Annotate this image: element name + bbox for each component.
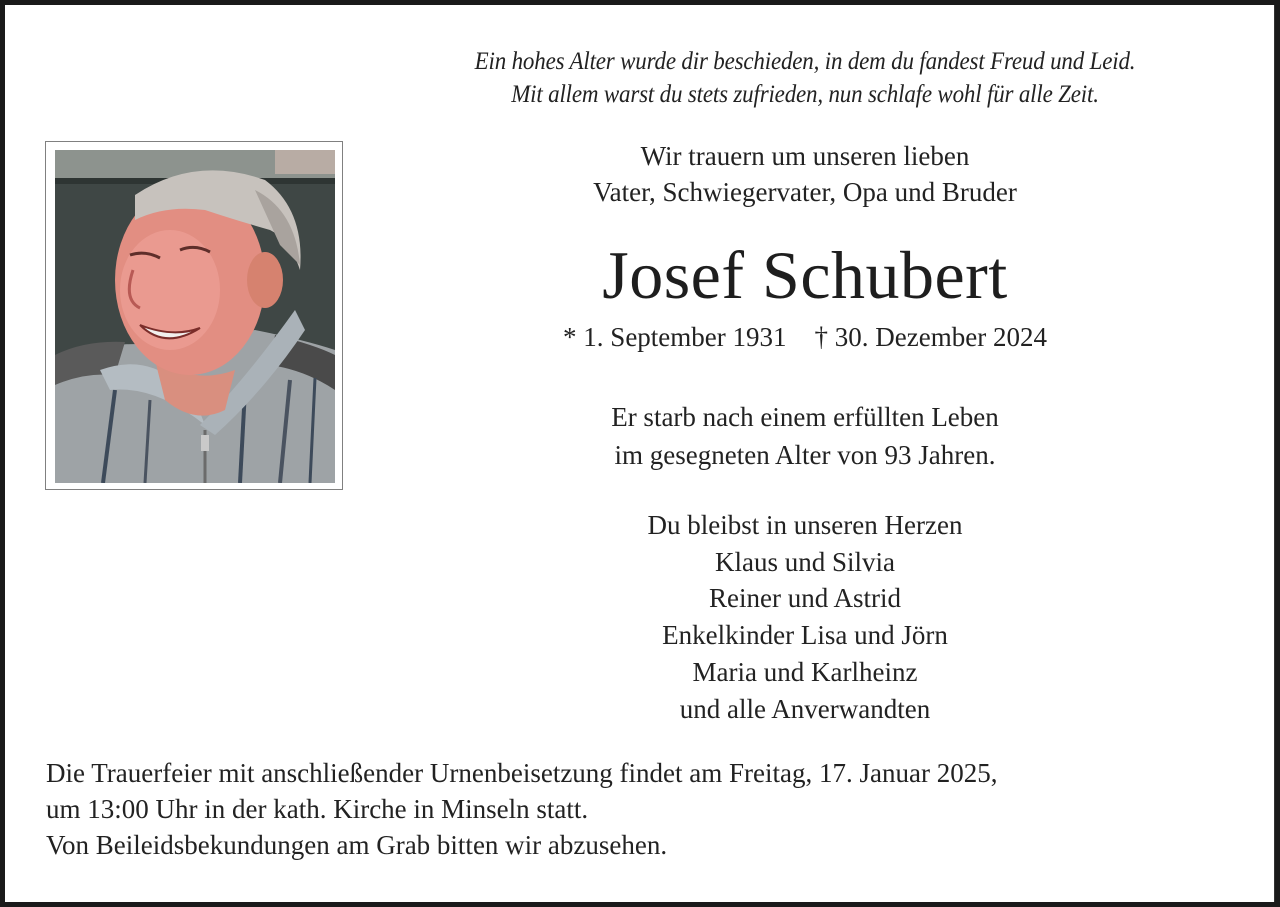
mourners-line: Maria und Karlheinz: [692, 656, 918, 687]
motto-verse: [400, 45, 1210, 111]
portrait-frame: [45, 141, 343, 490]
age-statement: [525, 398, 1085, 474]
notice-line: Von Beileidsbekundungen am Grab bitten wir abzusehen.: [46, 830, 668, 860]
deceased-name: Josef Schubert: [602, 237, 1008, 313]
mourners-line: und alle Anverwandten: [679, 693, 931, 724]
mourners-line: Klaus und Silvia: [715, 546, 895, 577]
motto-line: Ein hohes Alter wurde dir beschieden, in dem du fandest Freud und Leid.: [474, 48, 1136, 75]
mourners-list: [525, 507, 1085, 727]
motto-line: Mit allem warst du stets zufrieden, nun schlafe wohl für alle Zeit.: [511, 81, 1099, 108]
notice-line: Die Trauerfeier mit anschließender Urnenbeisetzung findet am Freitag, 17. Januar 2025,: [46, 758, 998, 788]
intro-line: Wir trauern um unseren lieben: [640, 141, 970, 171]
age-line: im gesegneten Alter von 93 Jahren.: [614, 440, 996, 470]
intro-text: [525, 138, 1085, 210]
mourners-line: Du bleibst in unseren Herzen: [647, 510, 963, 540]
funeral-notice: [46, 755, 1246, 863]
notice-line: um 13:00 Uhr in der kath. Kirche in Minseln statt.: [46, 794, 589, 824]
obituary-card: [5, 5, 1275, 902]
intro-line: Vater, Schwiegervater, Opa und Bruder: [593, 177, 1017, 207]
mourners-line: Reiner und Astrid: [709, 583, 901, 614]
mourners-line: Enkelkinder Lisa und Jörn: [662, 620, 948, 651]
age-line: Er starb nach einem erfüllten Leben: [611, 402, 999, 432]
portrait-photo: [55, 150, 335, 483]
birth-date: * 1. September 1931: [563, 322, 787, 352]
life-dates: [525, 317, 1085, 357]
death-date: † 30. Dezember 2024: [814, 322, 1047, 352]
